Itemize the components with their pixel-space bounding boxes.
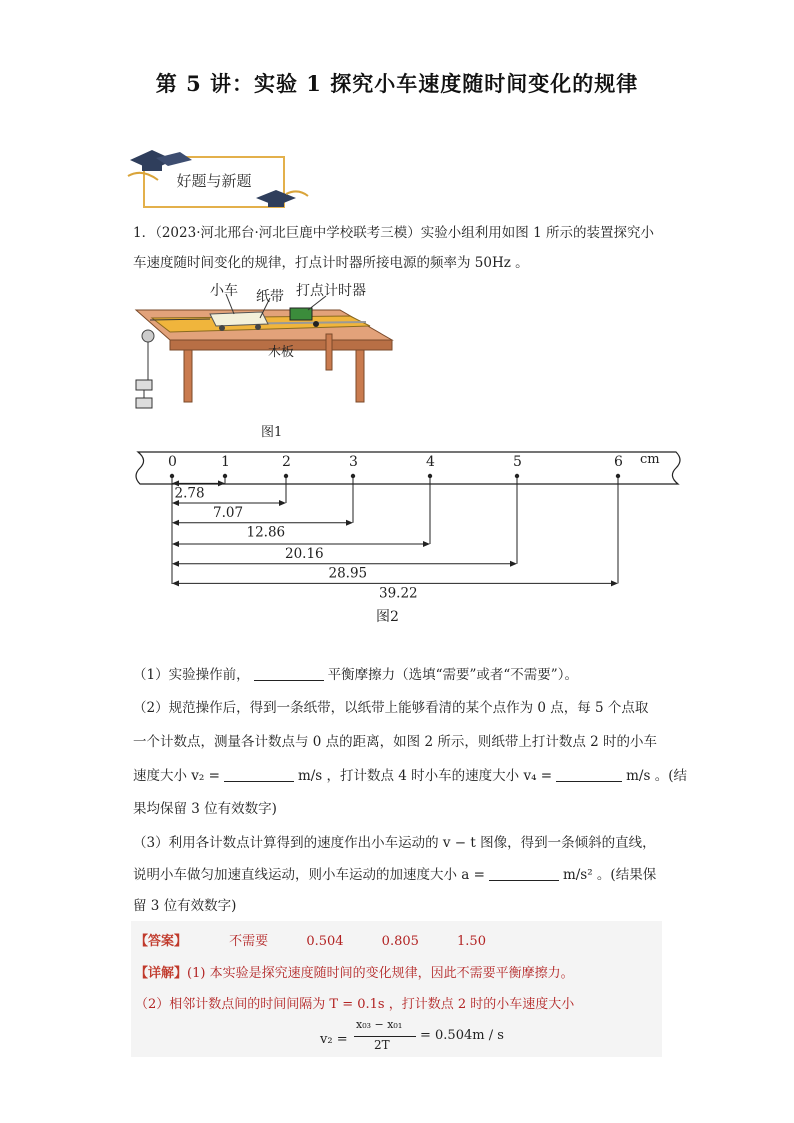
- label-board: 木板: [268, 345, 295, 360]
- blank-1[interactable]: [254, 668, 324, 681]
- question-intro-line2: 车速度随时间变化的规律，打点计时器所接电源的频率为 50Hz 。: [133, 255, 529, 271]
- part2-v4-label: m/s ，打计数点 4 时小车的速度大小 v₄ =: [297, 768, 553, 784]
- answer-value-2: 0.504: [306, 934, 344, 949]
- detail-line2: （2）相邻计数点间的时间间隔为 T = 0.1s ，打计数点 2 时的小车速度大小: [135, 997, 575, 1012]
- part2-line4: 果均保留 3 位有效数字): [133, 801, 277, 817]
- arrow-head-right-2: [279, 500, 286, 506]
- blank-a[interactable]: [489, 868, 559, 881]
- point-label-0: 0: [168, 454, 177, 470]
- arrow-head-left-4: [172, 541, 179, 547]
- answer-line: [135, 930, 486, 949]
- arrow-head-right-4: [423, 541, 430, 547]
- arrow-head-left-3: [172, 520, 179, 526]
- distance-label-4: 20.16: [285, 546, 324, 563]
- label-tape: 纸带: [256, 289, 284, 305]
- graduation-cap-icon: [246, 186, 310, 216]
- point-label-2: 2: [282, 454, 291, 470]
- formula-denominator: 2T: [374, 1038, 390, 1052]
- badge-label: 好题与新题: [176, 172, 252, 190]
- answer-tag: 【答案】: [135, 934, 188, 949]
- answer-value-4: 1.50: [457, 934, 486, 949]
- part1: [133, 666, 578, 684]
- figure2-caption: 图2: [376, 609, 399, 625]
- formula-bar: [354, 1036, 416, 1037]
- arrow-head-right-3: [346, 520, 353, 526]
- answer-value-1: 不需要: [229, 934, 269, 949]
- tape-outline: [136, 452, 680, 484]
- unit-label: cm: [640, 452, 660, 467]
- figure2-tape: [128, 444, 688, 604]
- arrow-head-left-5: [172, 561, 179, 567]
- part2-line1: （2）规范操作后，得到一条纸带，以纸带上能够看清的某个点作为 0 点，每 5 个点取: [133, 700, 649, 716]
- part3-a-label: 说明小车做匀加速直线运动，则小车运动的加速度大小 a =: [133, 867, 485, 883]
- detail-line1: [135, 962, 574, 981]
- distance-label-1: 2.78: [174, 485, 205, 502]
- arrow-head-left-6: [172, 580, 179, 586]
- part2-line3: [133, 767, 687, 785]
- part1-suffix: 平衡摩擦力（选填“需要”或者“不需要”）。: [327, 667, 578, 683]
- label-car: 小车: [210, 283, 238, 299]
- label-timer: 打点计时器: [296, 283, 366, 299]
- part2-v2-label: 速度大小 v₂ =: [133, 768, 220, 784]
- blank-v2[interactable]: [224, 769, 294, 782]
- blank-v4[interactable]: [556, 769, 622, 782]
- part3-line2-end: m/s² 。(结果保: [562, 867, 657, 883]
- point-label-6: 6: [614, 454, 623, 470]
- detail-tag: 【详解】: [135, 966, 188, 981]
- figure1-caption: 图1: [261, 425, 283, 440]
- point-label-5: 5: [513, 454, 522, 470]
- graduation-cap-icon: [122, 146, 192, 186]
- point-label-1: 1: [221, 454, 230, 470]
- distance-label-6: 39.22: [379, 585, 418, 602]
- answer-value-3: 0.805: [381, 934, 419, 949]
- distance-label-2: 7.07: [213, 505, 244, 522]
- detail-text-1: (1) 本实验是探究速度随时间的变化规律，因此不需要平衡摩擦力。: [187, 966, 574, 981]
- arrow-head-right-6: [611, 580, 618, 586]
- point-label-4: 4: [426, 454, 435, 470]
- formula-rhs: = 0.504m / s: [420, 1028, 504, 1043]
- part3-line2: [133, 866, 656, 884]
- distance-label-3: 12.86: [246, 524, 286, 541]
- part3-line3: 留 3 位有效数字): [133, 898, 237, 914]
- question-intro-line1: 1．（2023·河北邢台·河北巨鹿中学校联考三模）实验小组利用如图 1 所示的装置探究小: [133, 225, 654, 241]
- part1-prefix: （1）实验操作前，: [133, 667, 250, 683]
- formula-lhs: v₂ =: [320, 1032, 348, 1047]
- arrow-head-right-5: [510, 561, 517, 567]
- part2-line2: 一个计数点，测量各计数点与 0 点的距离，如图 2 所示，则纸带上打计数点 2 时的小车: [133, 734, 658, 750]
- part3-line1: （3）利用各计数点计算得到的速度作出小车运动的 v − t 图像，得到一条倾斜的直线，: [133, 835, 656, 851]
- point-label-3: 3: [349, 454, 358, 470]
- formula-numerator: x₀₃ − x₀₁: [356, 1018, 403, 1031]
- distance-label-5: 28.95: [328, 565, 368, 582]
- part2-line3-end: m/s 。(结: [626, 768, 687, 784]
- page-title: 第 5 讲：实验 1 探究小车速度随时间变化的规律: [155, 71, 639, 96]
